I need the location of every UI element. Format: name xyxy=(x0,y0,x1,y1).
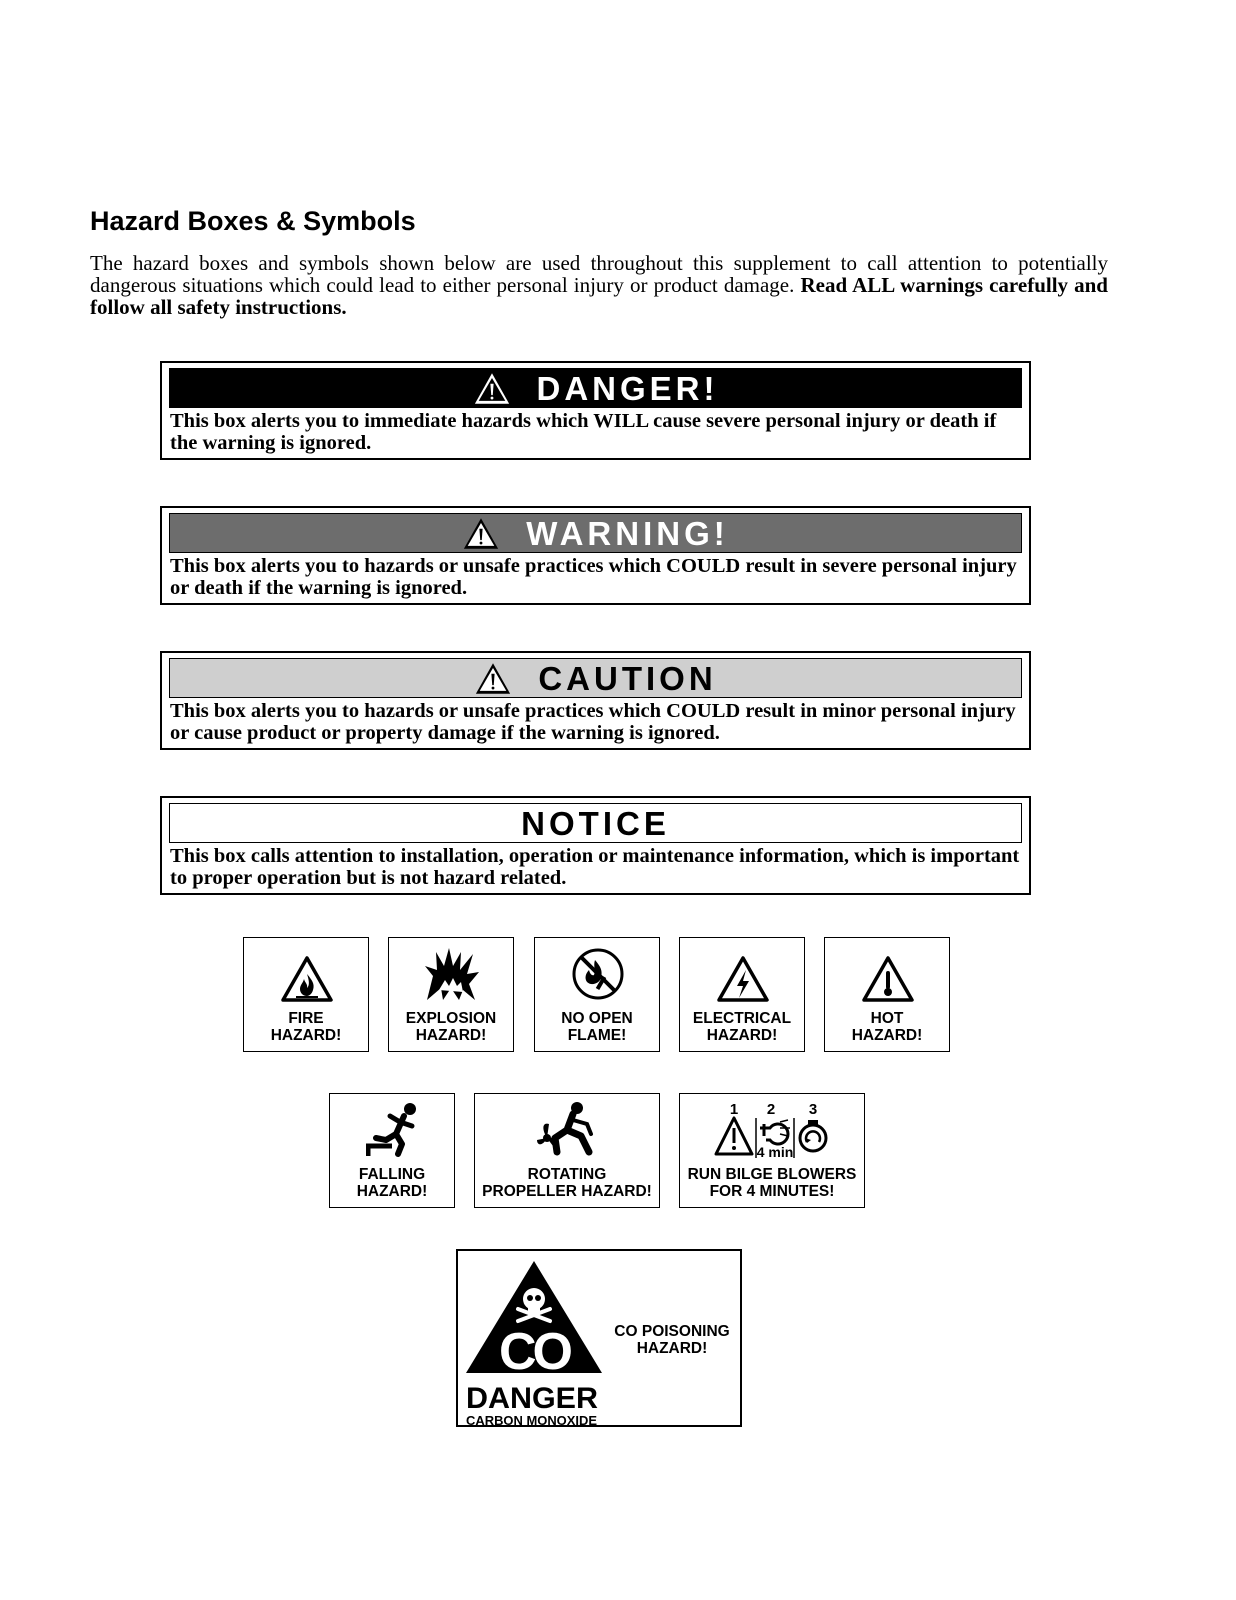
falling-hazard-label: FALLING HAZARD! xyxy=(356,1166,428,1200)
caution-triangle-icon xyxy=(474,661,512,696)
caution-heading: CAUTION xyxy=(538,659,717,697)
co-poisoning-label: CO POISONING HAZARD! xyxy=(614,1323,730,1357)
co-symbol-text: CO xyxy=(499,1323,569,1381)
falling-icon xyxy=(366,1100,422,1158)
caution-box xyxy=(160,651,1031,750)
danger-box xyxy=(160,361,1031,460)
co-skull-icon xyxy=(466,1259,606,1425)
caution-text: This box alerts you to hazards or unsafe practices which COULD result in minor personal injury or cause product or property damage if the warning is ignored. xyxy=(170,700,1016,744)
intro-bold-text: Read ALL warnings carefully and follow all safety instructions. xyxy=(90,273,1108,319)
danger-header xyxy=(169,368,1022,408)
hot-hazard-label: HOT HAZARD! xyxy=(851,1010,923,1044)
run-bilge-blowers-label: RUN BILGE BLOWERS FOR 4 MINUTES! xyxy=(687,1166,857,1200)
caution-header xyxy=(169,658,1022,698)
no-open-flame-symbol xyxy=(534,937,660,1052)
warning-heading: WARNING! xyxy=(526,514,729,552)
step-3-label: 3 xyxy=(808,1101,818,1118)
fire-icon xyxy=(281,956,333,1002)
explosion-icon xyxy=(423,946,481,1002)
warning-triangle-icon xyxy=(462,516,500,551)
intro-paragraph xyxy=(90,252,1108,318)
danger-heading: DANGER! xyxy=(536,369,719,407)
page-title: Hazard Boxes & Symbols xyxy=(90,206,416,236)
step-1-label: 1 xyxy=(729,1101,739,1118)
warning-header xyxy=(169,513,1022,553)
fire-hazard-symbol xyxy=(243,937,369,1052)
rotating-propeller-symbol xyxy=(474,1093,660,1208)
hot-icon xyxy=(862,956,914,1002)
duration-label: 4 min xyxy=(756,1144,794,1160)
no-flame-icon xyxy=(569,946,627,1002)
no-open-flame-label: NO OPEN FLAME! xyxy=(561,1010,633,1044)
electrical-hazard-symbol xyxy=(679,937,805,1052)
step-2-label: 2 xyxy=(766,1101,776,1118)
hot-hazard-symbol xyxy=(824,937,950,1052)
electrical-hazard-label: ELECTRICAL HAZARD! xyxy=(692,1010,792,1044)
explosion-hazard-symbol xyxy=(388,937,514,1052)
warning-text: This box alerts you to hazards or unsafe practices which COULD result in severe personal injury or death if the warning is ignored. xyxy=(170,555,1017,599)
notice-heading: NOTICE xyxy=(521,804,670,842)
explosion-hazard-label: EXPLOSION HAZARD! xyxy=(405,1010,497,1044)
co-danger-text: DANGER xyxy=(466,1382,599,1415)
falling-hazard-symbol xyxy=(329,1093,455,1208)
notice-box xyxy=(160,796,1031,895)
notice-header xyxy=(169,803,1022,843)
co-poisoning-sign xyxy=(456,1249,742,1427)
warning-box xyxy=(160,506,1031,605)
fire-hazard-label: FIRE HAZARD! xyxy=(270,1010,342,1044)
electrical-icon xyxy=(717,956,769,1002)
rotating-propeller-label: ROTATING PROPELLER HAZARD! xyxy=(482,1166,652,1200)
warning-triangle-icon xyxy=(473,371,511,406)
co-subtitle-text: CARBON MONOXIDE xyxy=(466,1413,598,1425)
danger-text: This box alerts you to immediate hazards which WILL cause severe personal injury or death if the warning is ignored. xyxy=(170,410,997,454)
propeller-icon xyxy=(537,1100,599,1158)
intro-text: The hazard boxes and symbols shown below are used throughout this supplement to call attention to potentially dangerous situations which could lead to either personal injury or product damage. xyxy=(90,251,1108,297)
run-bilge-blowers-symbol xyxy=(679,1093,865,1208)
bilge-blower-icon xyxy=(712,1098,834,1160)
notice-text: This box calls attention to installation, operation or maintenance information, which is important to proper operation but is not hazard related. xyxy=(170,845,1020,889)
